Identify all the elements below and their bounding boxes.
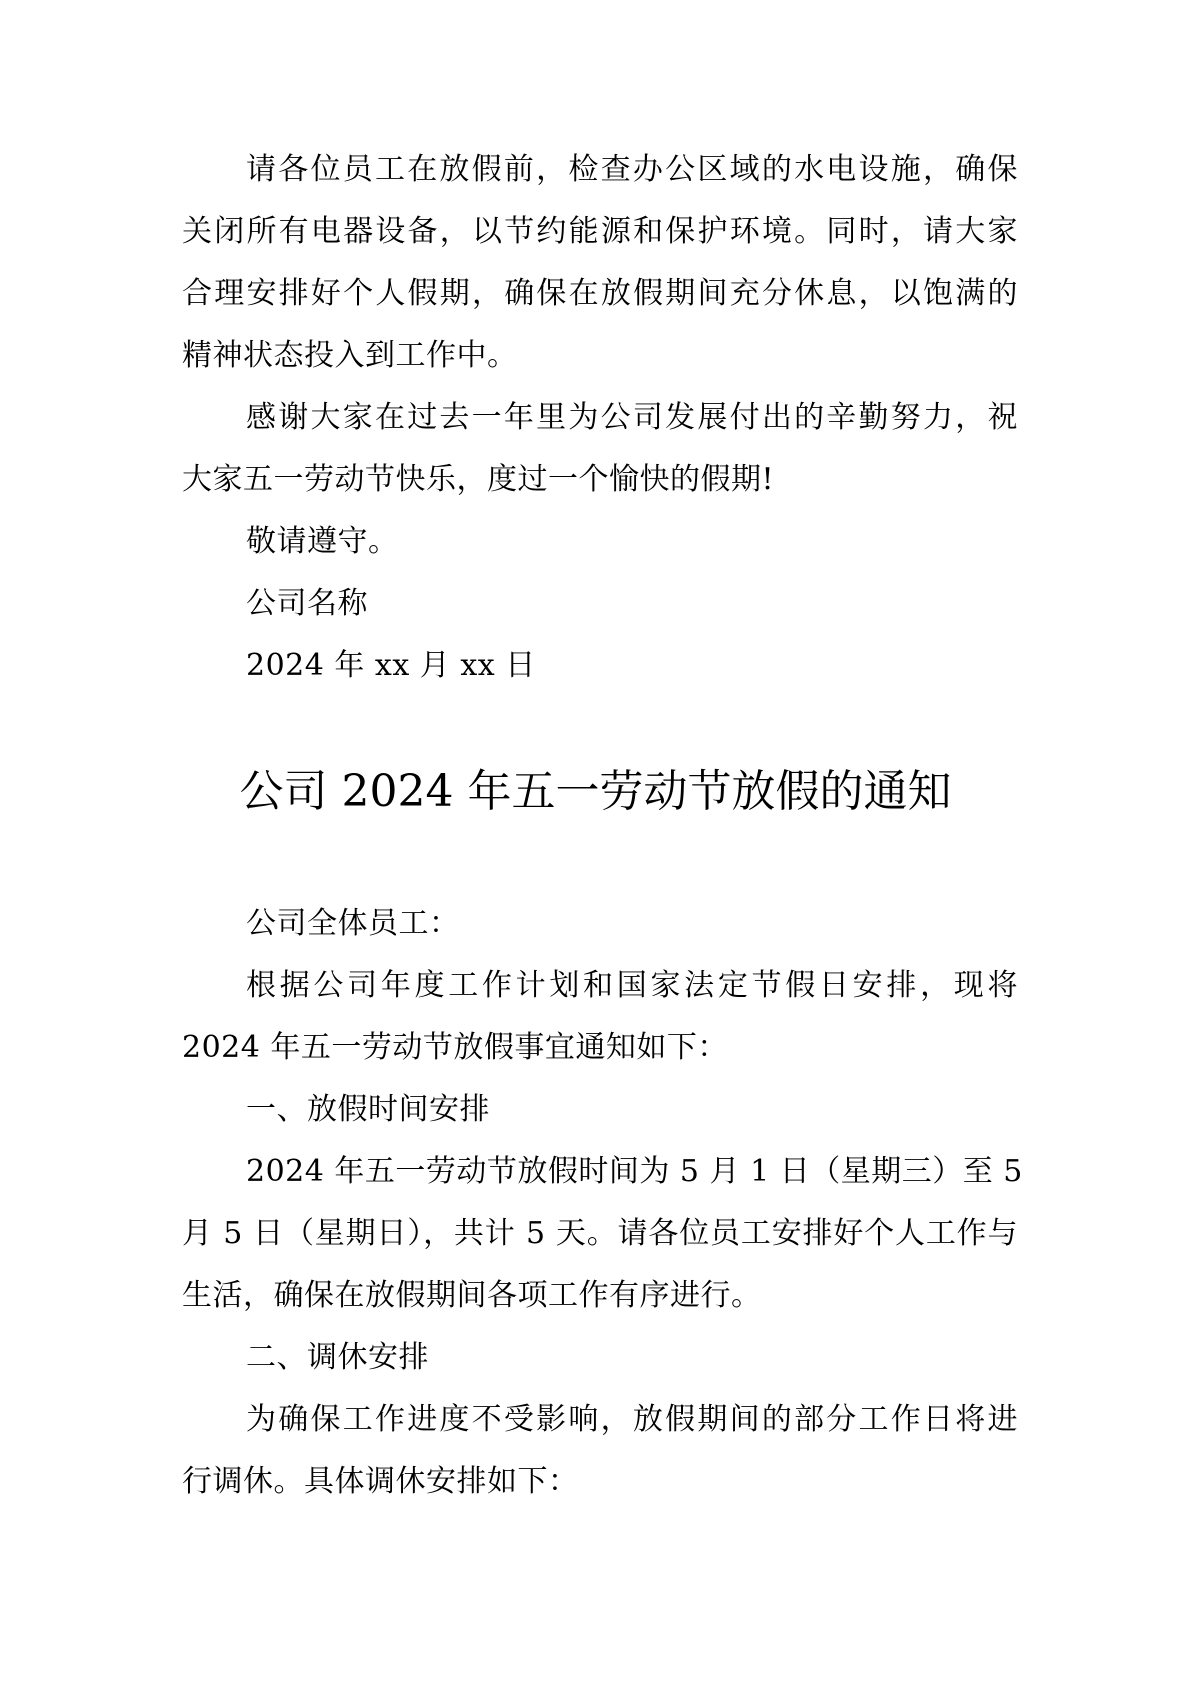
paragraph-line: 月 5 日（星期日），共计 5 天。请各位员工安排好个人工作与 <box>182 1216 1018 1251</box>
salutation: 公司全体员工： <box>246 906 460 941</box>
paragraph-line: 生活，确保在放假期间各项工作有序进行。 <box>182 1278 762 1313</box>
paragraph-line: 行调休。具体调休安排如下： <box>182 1464 579 1499</box>
paragraph-line: 根据公司年度工作计划和国家法定节假日安排，现将 <box>246 968 1018 1003</box>
closing-remark: 敬请遵守。 <box>246 524 399 559</box>
section-heading: 一、放假时间安排 <box>246 1092 490 1127</box>
paragraph-line: 2024 年五一劳动节放假事宜通知如下： <box>182 1030 728 1065</box>
section-heading: 二、调休安排 <box>246 1340 429 1375</box>
paragraph-line: 合理安排好个人假期，确保在放假期间充分休息，以饱满的 <box>182 276 1018 311</box>
paragraph-line: 2024 年五一劳动节放假时间为 5 月 1 日（星期三）至 5 <box>246 1154 1023 1189</box>
signature-date: 2024 年 xx 月 xx 日 <box>246 648 536 683</box>
signature-company: 公司名称 <box>246 586 368 621</box>
document-title: 公司 2024 年五一劳动节放假的通知 <box>239 766 952 817</box>
paragraph-line: 感谢大家在过去一年里为公司发展付出的辛勤努力，祝 <box>246 400 1018 435</box>
paragraph-line: 精神状态投入到工作中。 <box>182 338 518 373</box>
paragraph-line: 为确保工作进度不受影响，放假期间的部分工作日将进 <box>246 1402 1018 1437</box>
paragraph-line: 请各位员工在放假前，检查办公区域的水电设施，确保 <box>246 152 1018 187</box>
paragraph-line: 大家五一劳动节快乐，度过一个愉快的假期! <box>182 462 775 497</box>
paragraph-line: 关闭所有电器设备，以节约能源和保护环境。同时，请大家 <box>182 214 1018 249</box>
